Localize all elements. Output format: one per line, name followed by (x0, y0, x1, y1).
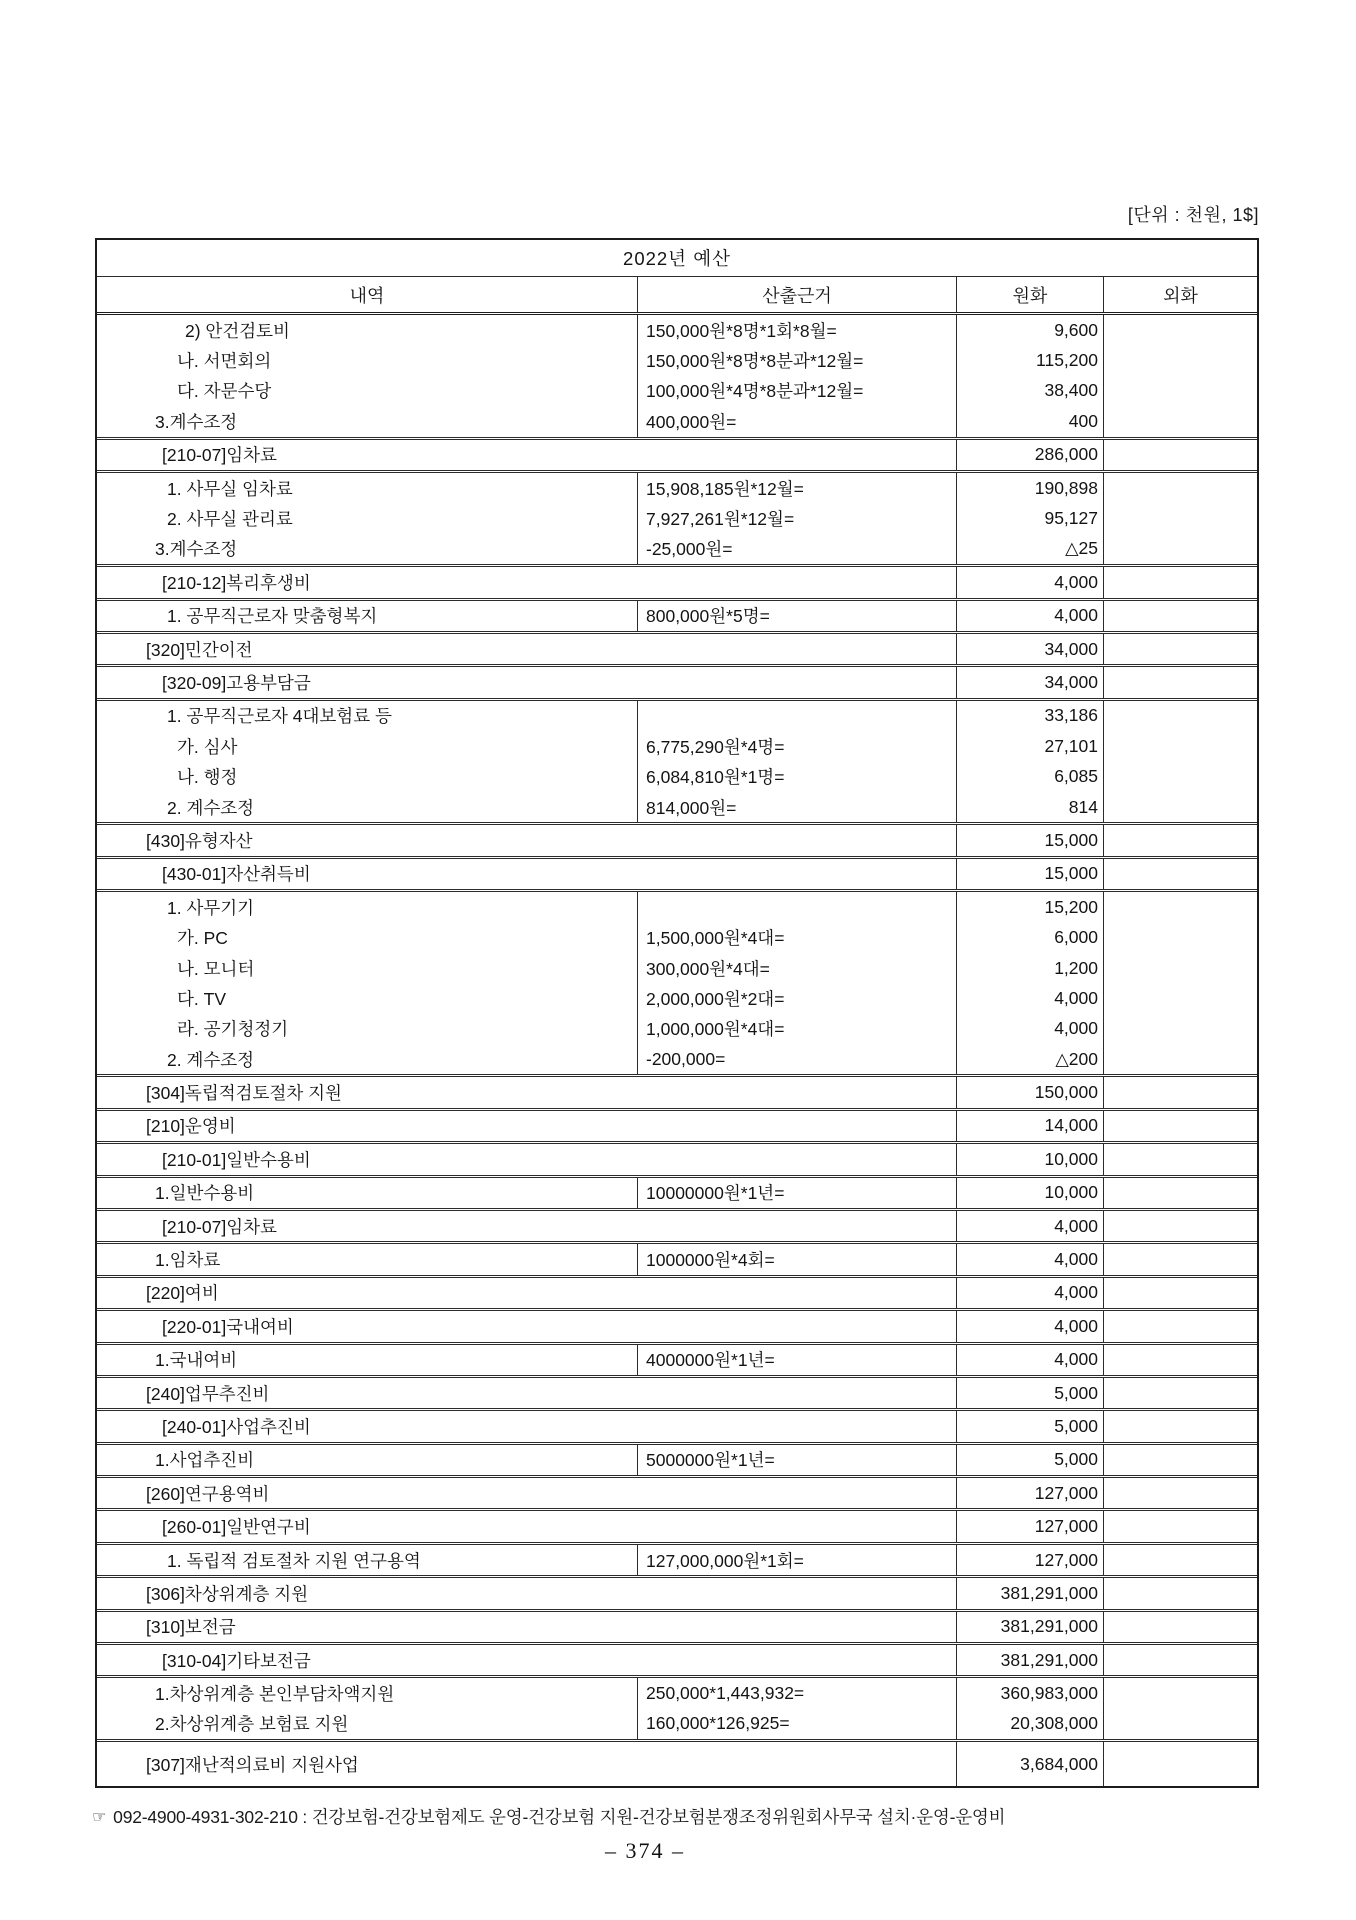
table-row (97, 406, 1257, 436)
krw-cell: 4,000 (956, 1211, 1103, 1241)
fx-cell (1103, 473, 1257, 503)
basis-cell: 1,500,000원*4대= (637, 922, 956, 952)
table-title: 2022년 예산 (97, 240, 1257, 277)
section-row (97, 1077, 1257, 1107)
fx-cell (1103, 1278, 1257, 1308)
fx-cell (1103, 922, 1257, 952)
item-cell: 1. 공무직근로자 맞춤형복지 (167, 606, 378, 627)
krw-cell: 10,000 (956, 1178, 1103, 1208)
footnote-text: 092-4900-4931-302-210 : 건강보험-건강보험제도 운영-건강보험 지원-건강보험분쟁조정위원회사무국 설치·운영-운영비 (113, 1807, 1006, 1827)
krw-cell: 4,000 (956, 601, 1103, 631)
section-group (97, 1741, 1257, 1786)
item-cell: 2. 계수조정 (167, 1049, 255, 1070)
krw-cell: 4,000 (956, 1345, 1103, 1375)
fx-cell (1103, 1645, 1257, 1675)
krw-cell: 381,291,000 (956, 1645, 1103, 1675)
item-cell: 1. 사무실 임차료 (167, 478, 293, 499)
table-row (97, 892, 1257, 922)
table-row (97, 1678, 1257, 1708)
section-row (97, 1211, 1257, 1241)
krw-cell: 150,000 (956, 1077, 1103, 1107)
table-row (97, 1244, 1257, 1274)
item-cell: 나. 모니터 (177, 958, 255, 979)
fx-cell (1103, 667, 1257, 697)
krw-cell: 5,000 (956, 1445, 1103, 1475)
fx-cell (1103, 1077, 1257, 1107)
item-cell: [210-07]임차료 (162, 1216, 277, 1237)
krw-cell: 6,000 (956, 922, 1103, 952)
item-cell: [320]민간이전 (146, 639, 253, 660)
fx-cell (1103, 1445, 1257, 1475)
table-row (97, 503, 1257, 533)
section-row (97, 1612, 1257, 1642)
item-cell: 2. 사무실 관리료 (167, 509, 293, 530)
item-cell: 1.차상위계층 본인부담차액지원 (155, 1684, 395, 1705)
krw-cell: 34,000 (956, 667, 1103, 697)
fx-cell (1103, 953, 1257, 983)
detail-group (97, 1243, 1257, 1275)
item-cell: 가. PC (177, 928, 228, 949)
fx-cell (1103, 859, 1257, 889)
item-cell: 1.일반수용비 (155, 1183, 255, 1204)
item-cell: 나. 행정 (177, 767, 238, 788)
section-row (97, 1578, 1257, 1608)
basis-cell: 160,000*126,925= (637, 1709, 956, 1739)
krw-cell: 5,000 (956, 1411, 1103, 1441)
krw-cell: 14,000 (956, 1111, 1103, 1141)
col-header-fx: 외화 (1103, 277, 1257, 312)
krw-cell: 381,291,000 (956, 1612, 1103, 1642)
krw-cell: 20,308,000 (956, 1709, 1103, 1739)
krw-cell: 15,000 (956, 825, 1103, 855)
krw-cell: 6,085 (956, 761, 1103, 791)
table-row (97, 315, 1257, 345)
item-cell: 가. 심사 (177, 736, 238, 757)
table-row (97, 1445, 1257, 1475)
krw-cell: △200 (956, 1044, 1103, 1074)
table-row (97, 792, 1257, 822)
section-group (97, 1377, 1257, 1409)
item-cell: 3.계수조정 (155, 411, 238, 432)
section-group (97, 824, 1257, 856)
page-number: – 374 – (605, 1838, 685, 1863)
fx-cell (1103, 825, 1257, 855)
section-group (97, 439, 1257, 471)
section-group (97, 1410, 1257, 1442)
basis-cell (637, 892, 956, 922)
detail-group (97, 315, 1257, 438)
item-cell: [310-04]기타보전금 (162, 1650, 311, 1671)
section-group (97, 858, 1257, 890)
item-cell: 1.임차료 (155, 1250, 221, 1271)
section-row (97, 1742, 1257, 1786)
section-group (97, 1210, 1257, 1242)
detail-group (97, 1177, 1257, 1209)
item-cell: [240-01]사업추진비 (162, 1416, 311, 1437)
item-cell: [320-09]고용부담금 (162, 672, 311, 693)
fx-cell (1103, 376, 1257, 406)
fx-cell (1103, 1545, 1257, 1575)
fx-cell (1103, 1178, 1257, 1208)
item-cell: [260-01]일반연구비 (162, 1517, 311, 1538)
basis-cell: 800,000원*5명= (637, 601, 956, 631)
col-header-item: 내역 (349, 285, 385, 306)
table-row (97, 534, 1257, 564)
col-header-krw: 원화 (956, 277, 1103, 312)
section-group (97, 1510, 1257, 1542)
krw-cell: 33,186 (956, 701, 1103, 731)
item-cell: [240]업무추진비 (146, 1383, 270, 1404)
fx-cell (1103, 701, 1257, 731)
fx-cell (1103, 1478, 1257, 1508)
section-group (97, 633, 1257, 665)
table-row (97, 701, 1257, 731)
basis-cell: -200,000= (637, 1044, 956, 1074)
section-group (97, 1577, 1257, 1609)
basis-cell: 15,908,185원*12월= (637, 473, 956, 503)
basis-cell: 2,000,000원*2대= (637, 983, 956, 1013)
fx-cell (1103, 1211, 1257, 1241)
item-cell: [210-01]일반수용비 (162, 1149, 311, 1170)
krw-cell: 27,101 (956, 731, 1103, 761)
section-group (97, 1143, 1257, 1175)
table-row (97, 345, 1257, 375)
basis-cell: 6,084,810원*1명= (637, 761, 956, 791)
krw-cell: 15,200 (956, 892, 1103, 922)
basis-cell: 814,000원= (637, 792, 956, 822)
table-header (97, 277, 1257, 315)
fx-cell (1103, 892, 1257, 922)
section-group (97, 1477, 1257, 1509)
table-body (97, 315, 1257, 1786)
item-cell: 나. 서면회의 (177, 351, 272, 372)
detail-group (97, 1544, 1257, 1576)
table-row (97, 1709, 1257, 1739)
fx-cell (1103, 440, 1257, 470)
item-cell: 다. TV (177, 988, 226, 1009)
section-row (97, 1411, 1257, 1441)
fx-cell (1103, 1709, 1257, 1739)
krw-cell: 4,000 (956, 983, 1103, 1013)
fx-cell (1103, 1014, 1257, 1044)
item-cell: [260]연구용역비 (146, 1483, 270, 1504)
krw-cell: 4,000 (956, 1014, 1103, 1044)
fx-cell (1103, 315, 1257, 345)
section-row (97, 634, 1257, 664)
section-row (97, 859, 1257, 889)
krw-cell: 4,000 (956, 1278, 1103, 1308)
section-group (97, 1076, 1257, 1108)
item-cell: [210]운영비 (146, 1116, 236, 1137)
basis-cell: 5000000원*1년= (637, 1445, 956, 1475)
section-group (97, 1277, 1257, 1309)
item-cell: [307]재난적의료비 지원사업 (146, 1754, 359, 1775)
item-cell: [220]여비 (146, 1283, 219, 1304)
table-row (97, 1014, 1257, 1044)
krw-cell: 127,000 (956, 1511, 1103, 1541)
detail-group (97, 891, 1257, 1075)
detail-group (97, 1344, 1257, 1376)
fx-cell (1103, 601, 1257, 631)
section-group (97, 1644, 1257, 1676)
fx-cell (1103, 1411, 1257, 1441)
fx-cell (1103, 1742, 1257, 1786)
basis-cell: 100,000원*4명*8분과*12월= (637, 376, 956, 406)
krw-cell: 360,983,000 (956, 1678, 1103, 1708)
basis-cell: 10000000원*1년= (637, 1178, 956, 1208)
basis-cell: 250,000*1,443,932= (637, 1678, 956, 1708)
table-row (97, 731, 1257, 761)
section-row (97, 1478, 1257, 1508)
krw-cell: 400 (956, 406, 1103, 436)
krw-cell: 9,600 (956, 315, 1103, 345)
krw-cell: 4,000 (956, 1311, 1103, 1341)
fx-cell (1103, 1144, 1257, 1174)
fx-cell (1103, 1578, 1257, 1608)
item-cell: [220-01]국내여비 (162, 1316, 294, 1337)
fx-cell (1103, 761, 1257, 791)
section-row (97, 825, 1257, 855)
fx-cell (1103, 503, 1257, 533)
fx-cell (1103, 1111, 1257, 1141)
basis-cell (637, 701, 956, 731)
krw-cell: 5,000 (956, 1378, 1103, 1408)
detail-group (97, 1444, 1257, 1476)
detail-group (97, 700, 1257, 824)
table-row (97, 601, 1257, 631)
table-row (97, 1044, 1257, 1074)
footnote (92, 1804, 1292, 1829)
item-cell: 1. 사무기기 (167, 897, 255, 918)
basis-cell: 7,927,261원*12월= (637, 503, 956, 533)
section-group (97, 1310, 1257, 1342)
section-row (97, 1645, 1257, 1675)
table-row (97, 1178, 1257, 1208)
pointing-finger-icon: ☞ (92, 1808, 107, 1826)
basis-cell: 300,000원*4대= (637, 953, 956, 983)
basis-cell: -25,000원= (637, 534, 956, 564)
item-cell: [306]차상위계층 지원 (146, 1583, 309, 1604)
basis-cell: 6,775,290원*4명= (637, 731, 956, 761)
section-row (97, 1378, 1257, 1408)
krw-cell: 127,000 (956, 1478, 1103, 1508)
basis-cell: 150,000원*8명*8분과*12월= (637, 345, 956, 375)
fx-cell (1103, 406, 1257, 436)
item-cell: [210-07]임차료 (162, 445, 277, 466)
section-group (97, 1110, 1257, 1142)
item-cell: 2.차상위계층 보험료 지원 (155, 1714, 349, 1735)
krw-cell: 814 (956, 792, 1103, 822)
krw-cell: 4,000 (956, 1244, 1103, 1274)
item-cell: 3.계수조정 (155, 539, 238, 560)
fx-cell (1103, 534, 1257, 564)
krw-cell: 15,000 (956, 859, 1103, 889)
item-cell: 1.국내여비 (155, 1350, 238, 1371)
fx-cell (1103, 983, 1257, 1013)
krw-cell: 4,000 (956, 567, 1103, 597)
table-row (97, 1345, 1257, 1375)
krw-cell: 190,898 (956, 473, 1103, 503)
fx-cell (1103, 1345, 1257, 1375)
fx-cell (1103, 1511, 1257, 1541)
item-cell: 2. 계수조정 (167, 797, 255, 818)
table-row (97, 376, 1257, 406)
section-group (97, 566, 1257, 598)
basis-cell: 4000000원*1년= (637, 1345, 956, 1375)
item-cell: [430-01]자산취득비 (162, 864, 311, 885)
table-row (97, 473, 1257, 503)
fx-cell (1103, 731, 1257, 761)
basis-cell: 1000000원*4회= (637, 1244, 956, 1274)
item-cell: 1. 독립적 검토절차 지원 연구용역 (167, 1550, 421, 1571)
basis-cell: 400,000원= (637, 406, 956, 436)
item-cell: [310]보전금 (146, 1617, 236, 1638)
section-row (97, 1511, 1257, 1541)
item-cell: 1.사업추진비 (155, 1450, 255, 1471)
fx-cell (1103, 1311, 1257, 1341)
krw-cell: 3,684,000 (956, 1742, 1103, 1786)
krw-cell: 286,000 (956, 440, 1103, 470)
table-row (97, 761, 1257, 791)
krw-cell: 38,400 (956, 376, 1103, 406)
fx-cell (1103, 1378, 1257, 1408)
section-row (97, 1144, 1257, 1174)
section-row (97, 567, 1257, 597)
krw-cell: 10,000 (956, 1144, 1103, 1174)
detail-group (97, 1677, 1257, 1740)
item-cell: 라. 공기청정기 (177, 1019, 289, 1040)
fx-cell (1103, 1244, 1257, 1274)
krw-cell: △25 (956, 534, 1103, 564)
fx-cell (1103, 1612, 1257, 1642)
item-cell: 2) 안건검토비 (185, 320, 290, 341)
fx-cell (1103, 567, 1257, 597)
basis-cell: 127,000,000원*1회= (637, 1545, 956, 1575)
table-row (97, 983, 1257, 1013)
section-group (97, 666, 1257, 698)
item-cell: 다. 자문수당 (177, 381, 272, 402)
detail-group (97, 600, 1257, 632)
table-row (97, 953, 1257, 983)
table-row (97, 1545, 1257, 1575)
budget-table (95, 238, 1259, 1788)
krw-cell: 381,291,000 (956, 1578, 1103, 1608)
table-row (97, 922, 1257, 952)
krw-cell: 1,200 (956, 953, 1103, 983)
krw-cell: 95,127 (956, 503, 1103, 533)
basis-cell: 150,000원*8명*1회*8월= (637, 315, 956, 345)
fx-cell (1103, 792, 1257, 822)
unit-note: [단위 : 천원, 1$] (1127, 205, 1259, 225)
fx-cell (1103, 634, 1257, 664)
fx-cell (1103, 345, 1257, 375)
fx-cell (1103, 1678, 1257, 1708)
section-row (97, 1111, 1257, 1141)
section-group (97, 1611, 1257, 1643)
section-row (97, 667, 1257, 697)
krw-cell: 115,200 (956, 345, 1103, 375)
item-cell: 1. 공무직근로자 4대보험료 등 (167, 706, 392, 727)
item-cell: [430]유형자산 (146, 830, 253, 851)
krw-cell: 127,000 (956, 1545, 1103, 1575)
item-cell: [304]독립적검토절차 지원 (146, 1083, 342, 1104)
basis-cell: 1,000,000원*4대= (637, 1014, 956, 1044)
detail-group (97, 472, 1257, 565)
krw-cell: 34,000 (956, 634, 1103, 664)
col-header-basis: 산출근거 (637, 277, 956, 312)
item-cell: [210-12]복리후생비 (162, 572, 311, 593)
section-row (97, 1278, 1257, 1308)
fx-cell (1103, 1044, 1257, 1074)
section-row (97, 440, 1257, 470)
section-row (97, 1311, 1257, 1341)
